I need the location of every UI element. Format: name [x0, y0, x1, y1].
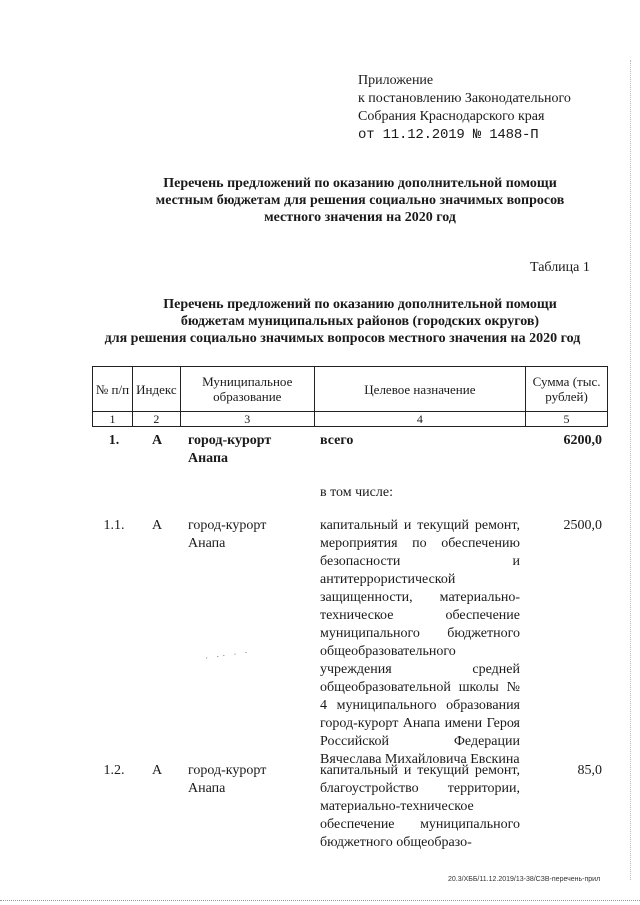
main-title-line: местного значения на 2020 год [264, 210, 456, 225]
column-number: 4 [314, 412, 525, 427]
main-title-line: местным бюджетам для решения социально значимых вопросов [155, 193, 565, 208]
table-title-line: Перечень предложений по оказанию дополнительной помощи [163, 297, 557, 312]
row-number: 1. [108, 433, 120, 448]
row-index: А [151, 763, 163, 778]
row-index: А [151, 518, 163, 533]
scan-edge [0, 900, 640, 901]
table-title [80, 296, 640, 347]
row-sum: 6200,0 [563, 433, 602, 448]
footer-reference: 20.3/ХББ/11.12.2019/13-38/СЗВ-перечень-прил [448, 876, 601, 883]
row-purpose: всего [320, 433, 354, 448]
appendix-line: Собрания Краснодарского края [358, 109, 545, 124]
appendix-line: к постановлению Законодательного [358, 91, 571, 106]
column-number: 2 [132, 412, 180, 427]
row-municipality: город-курорт Анапа [188, 763, 267, 796]
scan-edge [630, 60, 635, 880]
column-number: 1 [93, 412, 133, 427]
table-title-line: для решения социально значимых вопросов местного значения на 2020 год [104, 331, 581, 346]
appendix-line: Приложение [358, 73, 434, 88]
table-label: Таблица 1 [530, 260, 590, 275]
row-sum: 2500,0 [563, 518, 602, 533]
column-number: 3 [180, 412, 314, 427]
table-header [92, 366, 608, 427]
header-cell-municipality: Муниципальное образование [180, 367, 314, 412]
row-number: 1.2. [103, 763, 125, 778]
row-municipality: город-курорт Анапа [188, 433, 272, 466]
table-title-line: бюджетам муниципальных районов (городских округов) [180, 314, 540, 329]
row-sum: 85,0 [577, 763, 602, 778]
header-cell-sum: Сумма (тыс. рублей) [526, 367, 608, 412]
appendix-block [358, 72, 571, 144]
main-title-line: Перечень предложений по оказанию дополнительной помощи [163, 176, 557, 191]
header-cell-purpose: Целевое назначение [314, 367, 525, 412]
header-cell-index: Индекс [132, 367, 180, 412]
column-number: 5 [526, 412, 608, 427]
row-municipality: город-курорт Анапа [188, 518, 267, 551]
main-title [80, 175, 640, 226]
appendix-order-stamp: от 11.12.2019 № 1488-П [358, 127, 539, 143]
subtotal-note: в том числе: [320, 485, 393, 500]
row-purpose: капитальный и текущий ремонт, мероприятия по обеспечению безопасности и антитеррористической защищенности, материально-техническое обеспечение муниципального бюджетного общеобразовательного учреждения средней общеобразовательной школы № 4 муниципального образования город-курорт Анапа имени Героя Российской Федерации Вячеслава Михайловича Евскина [320, 518, 520, 767]
row-number: 1.1. [103, 518, 125, 533]
scan-artifact: · ·· · · [204, 646, 252, 664]
row-purpose: капитальный и текущий ремонт, благоустройство территории, материально-техническое обеспечение муниципального бюджетного общеобразо- [320, 763, 520, 850]
header-cell-number: № п/п [93, 367, 133, 412]
row-index: А [151, 433, 163, 448]
